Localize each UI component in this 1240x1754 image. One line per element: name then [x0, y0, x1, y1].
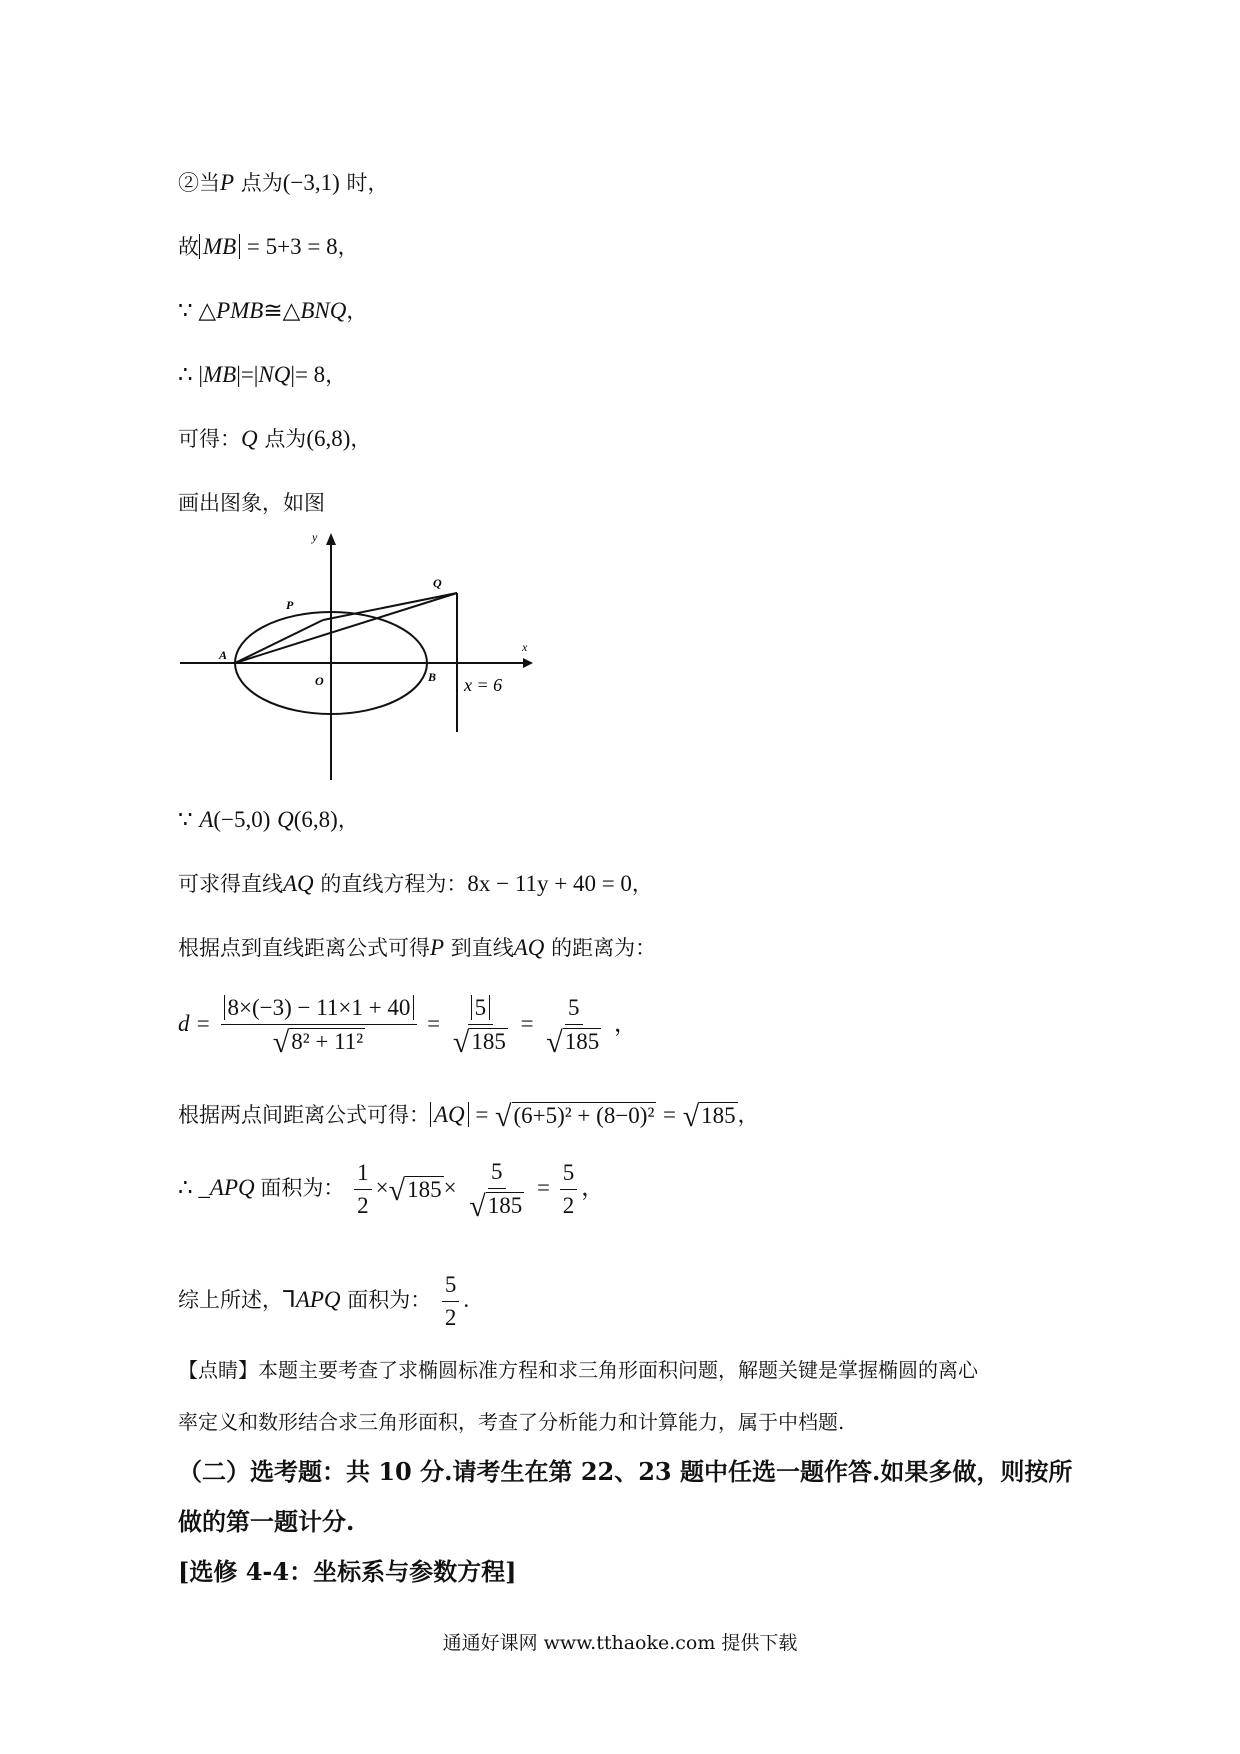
formula-distance [178, 988, 637, 1060]
numerator: 1 [354, 1158, 372, 1190]
text-line-6 [178, 488, 325, 518]
section-heading-2: 做的第一题计分. [178, 1507, 355, 1536]
section-heading-1: （二）选考题：共 10 分.请考生在第 22、23 题中任选一题作答.如果多做，则按所 [178, 1457, 1073, 1486]
text-line-1 [178, 168, 388, 198]
math-expr: (6,8) [293, 807, 338, 832]
segment-PQ [323, 593, 457, 620]
text: ， [737, 1103, 759, 1127]
equals: = [663, 1102, 677, 1127]
text-line-11 [178, 1100, 759, 1132]
radical-sign: √ [452, 1026, 470, 1060]
label-P: P [286, 598, 294, 612]
text: ， [337, 808, 359, 832]
label-line-x6: x = 6 [464, 675, 503, 695]
denominator: 2 [444, 1305, 457, 1330]
text-line-2 [178, 232, 359, 262]
segment-AQ [235, 593, 457, 663]
math-var: P [220, 170, 235, 195]
text: 点为 [264, 427, 307, 451]
numerator: 5 [488, 1157, 506, 1189]
numerator: 8×(−3) − 11×1 + 40 [224, 995, 415, 1020]
fraction-5-2 [560, 1158, 578, 1221]
comment-line-2: 率定义和数形结合求三角形面积，考查了分析能力和计算能力，属于中档题. [178, 1410, 845, 1434]
text: 根据点到直线距离公式可得 [178, 936, 430, 960]
text: 点为 [240, 171, 283, 195]
math-var: BNQ [300, 298, 347, 323]
text: 故 [178, 235, 199, 259]
text: 面积为： [347, 1288, 432, 1312]
numerator: 5 [565, 993, 583, 1025]
radical-sign: √ [682, 1100, 700, 1133]
radicand: 185 [407, 1176, 442, 1202]
fraction-half [354, 1158, 372, 1221]
text: 的距离为： [551, 936, 657, 960]
math-var: PMB [216, 298, 264, 323]
math-var: APQ [209, 1175, 255, 1200]
math-expr: (−3,1) [282, 170, 340, 195]
math-var: Q [241, 426, 258, 451]
denominator: 185 [487, 1193, 523, 1219]
math-var: MB [203, 362, 237, 387]
radicand: (6+5)² + (8−0)² [513, 1103, 655, 1128]
ellipse-figure [175, 525, 555, 785]
label-Q: Q [433, 576, 442, 590]
text: 面积为： [260, 1176, 345, 1200]
label-y: y [312, 530, 318, 544]
text-line-13 [178, 1264, 469, 1336]
comment-line-1: 【点睛】本题主要考查了求椭圆标准方程和求三角形面积问题，解题关键是掌握椭圆的离心 [178, 1358, 978, 1382]
equals: = [475, 1102, 489, 1127]
sqrt-expr [683, 1101, 738, 1132]
math-abs: MB [199, 234, 240, 259]
segment-AP [235, 620, 323, 663]
text-line-9 [178, 933, 656, 963]
math-sym: ⅂ [283, 1287, 296, 1312]
math-sym: ∴ | [178, 362, 203, 387]
sqrt-expr [495, 1101, 656, 1132]
radical-sign: √ [495, 1100, 512, 1133]
math-abs: AQ [430, 1102, 469, 1127]
text: ， [346, 299, 368, 323]
formula-area [178, 1152, 604, 1226]
math-var: AQ [513, 935, 545, 960]
sqrt-expr [389, 1154, 444, 1226]
radical-sign: √ [469, 1190, 486, 1224]
equals: = [537, 1175, 550, 1200]
denominator: 2 [562, 1193, 575, 1219]
fraction-1 [221, 993, 418, 1058]
fraction-answer [442, 1270, 460, 1333]
text: 画出图象，如图 [178, 491, 325, 515]
fraction-2 [450, 993, 511, 1058]
math-var: P [430, 935, 445, 960]
denominator: 185 [471, 1029, 506, 1055]
text: 综上所述， [178, 1288, 283, 1312]
label-x: x [522, 640, 528, 654]
x-axis-arrow [523, 658, 533, 668]
label-A: A [219, 648, 228, 662]
text: ②当 [178, 171, 220, 195]
math-sym: ≅△ [263, 298, 301, 323]
math-expr: (6,8) [306, 426, 351, 451]
text: 到直线 [450, 936, 514, 960]
text: 时， [346, 171, 389, 195]
math-sym: |=| [236, 362, 259, 387]
math-var: d = [178, 1011, 211, 1036]
denominator: 2 [357, 1193, 369, 1219]
math-var: APQ [295, 1287, 341, 1312]
page-footer: 通通好课网 www.tthaoke.com 提供下载 [442, 1632, 798, 1654]
denominator: 8² + 11² [291, 1029, 364, 1055]
text: ， [325, 363, 347, 387]
denominator: 185 [564, 1029, 600, 1055]
times: × [443, 1175, 457, 1200]
radical-sign: √ [272, 1026, 290, 1060]
text-line-8 [178, 869, 653, 899]
label-B: B [428, 670, 437, 684]
text: 可得： [178, 427, 241, 451]
math-sym: ∴ _ [178, 1175, 210, 1200]
section-heading-3: [选修 4-4：坐标系与参数方程] [178, 1557, 517, 1586]
text: ， [350, 427, 372, 451]
text: ， [581, 1175, 605, 1200]
numerator: 5 [442, 1270, 460, 1302]
text: ， [631, 872, 653, 896]
fraction-5-sqrt [466, 1157, 527, 1222]
math-sym: ∵ [178, 807, 193, 832]
label-O: O [315, 674, 324, 688]
math-sym: ∵ △ [178, 298, 217, 323]
y-axis-arrow [326, 533, 336, 545]
text: ， [614, 1011, 638, 1036]
fraction-3 [543, 993, 604, 1058]
text-line-5 [178, 424, 371, 454]
text-line-3 [178, 296, 367, 326]
times: × [375, 1175, 389, 1200]
math-var: A [199, 807, 214, 832]
equals: = [427, 1011, 441, 1036]
numerator: 5 [560, 1158, 578, 1190]
text: 根据两点间距离公式可得： [178, 1103, 430, 1127]
math-expr: 8x − 11y + 40 = 0 [467, 871, 632, 896]
text: ， [337, 235, 359, 259]
equals: = [520, 1011, 534, 1036]
math-expr: = 5+3 = 8 [246, 234, 338, 259]
math-var: AQ [283, 871, 314, 896]
text: . [463, 1287, 470, 1312]
math-var: NQ [258, 362, 291, 387]
radical-sign: √ [388, 1173, 406, 1207]
text: 可求得直线 [178, 872, 283, 896]
text-line-7 [178, 805, 359, 835]
math-var: Q [277, 807, 294, 832]
text-line-4 [178, 360, 346, 390]
radicand: 185 [701, 1103, 736, 1128]
text: 的直线方程为： [320, 872, 468, 896]
radical-sign: √ [546, 1026, 563, 1060]
math-sym: |= 8 [290, 362, 326, 387]
numerator: 5 [471, 995, 491, 1020]
math-expr: (−5,0) [213, 807, 271, 832]
